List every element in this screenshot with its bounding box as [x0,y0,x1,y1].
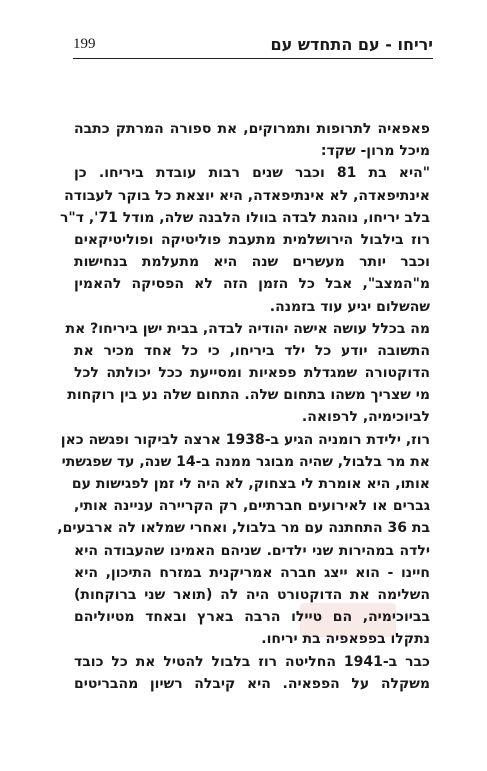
text-line: וכבר יותר מעשרים שנה היא מתעלמת בנחישות [74,254,430,271]
text-line: פאפאיה לתרופות ותמרוקים, את ספורה המרתק כתבה [74,121,430,137]
text-line: רוז בילבול הירושלמית מתעבת פוליטיקה ופוליטיקאים [74,231,430,248]
text-line: אותו, היא אומרת לי בצחוק, לא היה לי זמן לפגישות עם [71,476,430,492]
page-number: 199 [73,36,96,52]
text-line: רוז, ילידת רומניה הגיע ב-1938 ארצה לביקור ופגשה כאן [60,431,430,448]
text-line: השלימה את הדוקטורט היה לה (תואר שני ברוקחות) [74,586,430,603]
text-line: נתקלו בפפאפיה בת יריחו. [261,631,430,648]
text-line: ילדה במהירות שני ילדים. שניהם האמינו שהעבודה היא [74,542,430,559]
text-line: אינתיפאדה, לא אינתיפאדה, היא יוצאת כל בוקר לעבודה [64,187,430,204]
text-line: משקלה על הפפאיה. היא קיבלה רשיון מהבריטים [74,675,430,692]
text-line: גברים או לאירועים חברתיים, רק הקריירה עניינה אותי, [74,498,430,515]
text-line: בלב יריחו, נוהגת לבדה בוולו הלבנה שלה, מודל 71', ד"ר [60,209,430,226]
page-header [73,34,433,59]
text-line: מיכל מרון- שקד: [320,143,430,160]
text-line: שהשלום יגיע עוד בזמנה. [269,298,430,315]
text-line: בביוכימיה, הם טיילו הרבה בארץ ובאחד מטיוליהם [74,609,430,626]
text-line: מה בכלל עושה אישה יהודיה לבדה, בבית ישן ביריחו? את [65,320,430,337]
text-line: מי שצריך משהו בתחום שלה. התחום שלה נע בין רוקחות [67,387,430,404]
text-line: חיינו - הוא ייצג חברה אמריקנית במזרח התיכון, היא [74,564,430,581]
text-line: את מר בלבול, שהיה מבוגר ממנה ב-14 שנה, עד שפגשתי [61,453,430,470]
text-line: כבר ב-1941 החליטה רוז בלבול להטיל את כל כובד [74,653,430,670]
text-line: בת 36 התחתנה עם מר בלבול, ואחרי שמלאו לה ארבעים, [57,520,430,537]
text-line: "היא בת 81 וכבר שנים רבות עובדת ביריחו. כן [74,165,431,182]
text-line: לביוכימיה, לרפואה. [301,409,430,426]
running-head: יריחו - עם התחדש עם [270,35,433,54]
body-text [57,118,431,695]
text-line: התשובה יודע כל ילד ביריחו, כי כל אחד מכיר את [74,342,430,359]
text-line: הדוקטורה שמגדלת פפאיות ומסייעת ככל יכולתה לכל [74,365,430,382]
text-line: מ"המצב", אבל כל הזמן הזה לא הפסיקה להאמין [74,276,430,293]
